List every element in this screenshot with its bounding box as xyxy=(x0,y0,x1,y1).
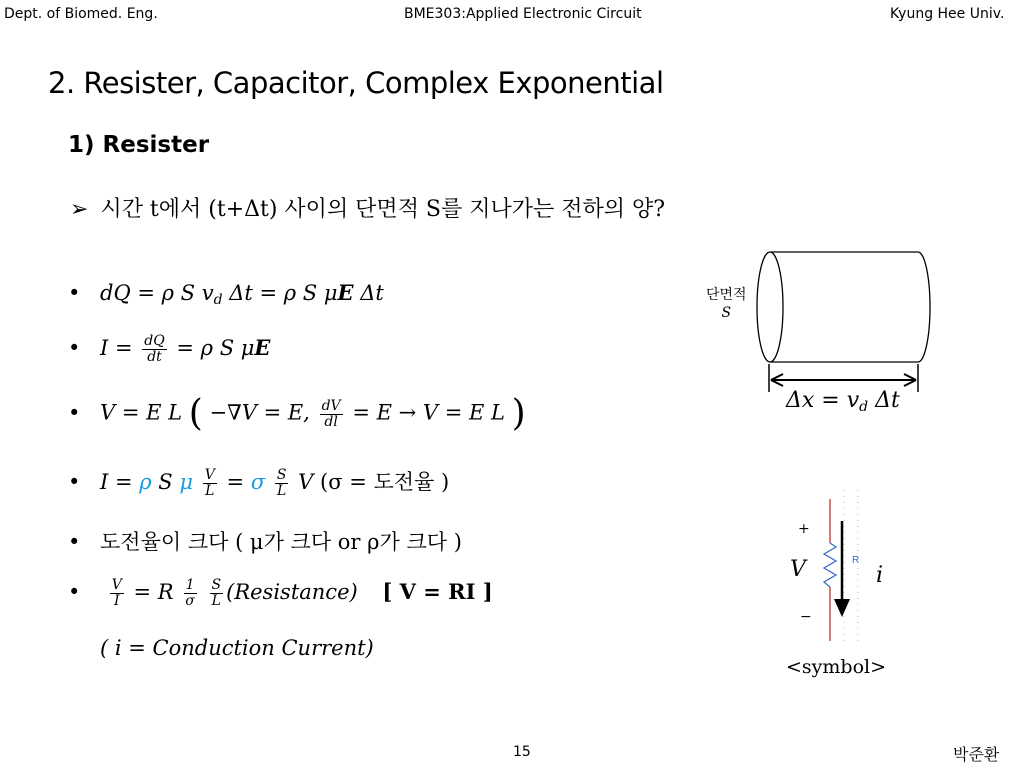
voltage-label: V xyxy=(790,557,806,582)
denominator: σ xyxy=(185,593,195,609)
fraction xyxy=(203,468,217,499)
equation-text: Δt = ρ S μ xyxy=(222,281,338,305)
denominator: L xyxy=(205,483,215,499)
resistor-symbol-diagram xyxy=(780,485,900,655)
header-department: Dept. of Biomed. Eng. xyxy=(4,6,158,22)
bullet-resistance-equation xyxy=(68,578,493,609)
bullet-dot: • xyxy=(68,400,81,425)
question-text: 시간 t에서 (t+Δt) 사이의 단면적 S를 지나가는 전하의 양? xyxy=(100,197,666,222)
denominator: dt xyxy=(147,349,162,365)
conduction-current-note xyxy=(100,636,374,660)
cross-section-label xyxy=(706,286,747,322)
bullet-dot: • xyxy=(68,530,81,554)
equation-text: dQ = ρ S v xyxy=(100,281,214,305)
statement-text: 도전율이 크다 ( μ가 크다 or ρ가 크다 ) xyxy=(100,530,462,554)
bullet-dot: • xyxy=(68,580,81,604)
bullet-dot: • xyxy=(68,470,81,494)
resistor-label: R xyxy=(852,555,860,566)
sigma-symbol: σ xyxy=(250,470,266,494)
length-text: Δt xyxy=(868,388,900,413)
subscript: d xyxy=(213,292,223,308)
current-arrow xyxy=(834,521,850,617)
plus-terminal: + xyxy=(798,521,810,537)
bullet-dq-equation xyxy=(68,280,384,308)
numerator: S xyxy=(211,577,222,593)
fraction xyxy=(110,578,124,609)
fraction xyxy=(275,468,289,499)
equation-text: = ρ S μ xyxy=(176,336,255,360)
cross-section-text: 단면적 xyxy=(706,287,747,303)
equation-text: = xyxy=(226,470,245,494)
fraction xyxy=(210,578,224,609)
current-label: i xyxy=(876,563,884,588)
page-title: 2. Resister, Capacitor, Complex Exponential xyxy=(48,66,664,100)
denominator: L xyxy=(277,483,287,499)
ohms-law-bracket: [ V = RI ] xyxy=(382,579,493,604)
vector-symbol: E xyxy=(254,335,271,360)
mu-symbol: μ xyxy=(179,470,194,494)
numerator: V xyxy=(111,577,122,593)
equation-text: I = xyxy=(100,336,133,360)
minus-terminal: − xyxy=(800,609,812,625)
header-university: Kyung Hee Univ. xyxy=(890,6,1005,22)
vector-symbol: E xyxy=(337,280,354,305)
numerator: dV xyxy=(321,397,341,414)
denominator: dl xyxy=(324,413,338,430)
equation-text: I = xyxy=(100,470,133,494)
fraction xyxy=(320,399,343,430)
arrow-bullet-icon: ➢ xyxy=(70,197,89,222)
equation-text: S xyxy=(151,470,180,494)
conductor-cylinder-diagram xyxy=(745,240,945,410)
denominator: L xyxy=(211,593,221,609)
bullet-dot: • xyxy=(68,336,81,360)
page-number: 15 xyxy=(513,744,531,760)
length-label xyxy=(786,388,900,415)
length-text: Δx = v xyxy=(786,388,860,413)
numerator: S xyxy=(276,467,287,483)
fraction xyxy=(183,578,197,609)
rho-symbol: ρ xyxy=(139,470,152,494)
cross-section-symbol: S xyxy=(721,305,732,321)
equation-text: = E → V = E L xyxy=(352,400,505,425)
bullet-ohm-conductivity xyxy=(68,466,449,499)
bullet-current-equation xyxy=(68,334,270,365)
resistor-zigzag xyxy=(824,543,836,587)
subscript: d xyxy=(859,399,869,415)
dotted-gridlines xyxy=(844,490,858,645)
cylinder-body xyxy=(770,252,930,362)
equation-text: ( i = Conduction Current) xyxy=(100,636,374,660)
bullet-dot: • xyxy=(68,281,81,305)
numerator: dQ xyxy=(144,333,165,349)
author-name: 박준환 xyxy=(953,745,1000,764)
question-line xyxy=(70,192,665,223)
bullet-conductivity-statement xyxy=(68,526,462,556)
equation-text: = R xyxy=(133,580,174,604)
equation-text: V xyxy=(298,470,314,494)
conductivity-note: (σ = 도전율 ) xyxy=(320,470,450,494)
open-paren: ( xyxy=(188,393,203,434)
header-course: BME303:Applied Electronic Circuit xyxy=(404,6,642,22)
close-paren: ) xyxy=(511,393,526,434)
equation-text: −∇V = E, xyxy=(209,400,310,425)
equation-text: (Resistance) xyxy=(226,580,358,604)
numerator: V xyxy=(204,467,215,483)
bullet-voltage-equation xyxy=(68,393,526,434)
numerator: 1 xyxy=(185,577,195,593)
fraction xyxy=(142,334,166,365)
cross-section-ellipse xyxy=(757,252,783,362)
symbol-caption: <symbol> xyxy=(786,656,887,678)
denominator: I xyxy=(113,593,120,609)
section-subtitle: 1) Resister xyxy=(68,132,210,158)
equation-text: Δt xyxy=(353,281,384,305)
equation-text: V = E L xyxy=(100,400,183,425)
